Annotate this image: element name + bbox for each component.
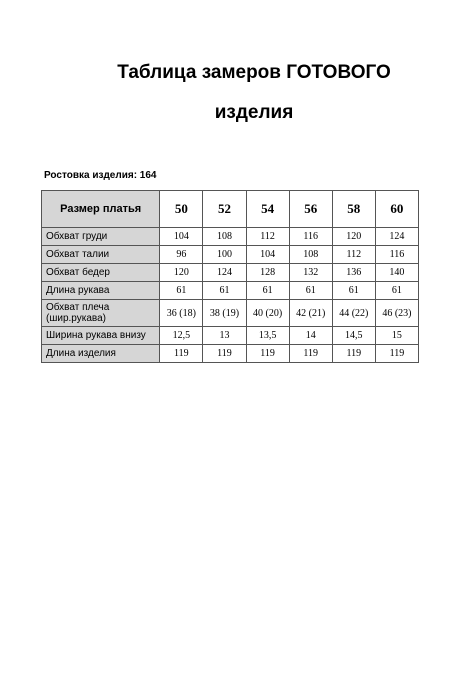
row-label: Обхват плеча (шир.рукава) bbox=[42, 300, 160, 327]
header-size: 60 bbox=[375, 191, 418, 228]
table-cell: 46 (23) bbox=[375, 300, 418, 327]
table-cell: 119 bbox=[375, 345, 418, 363]
table-cell: 14,5 bbox=[332, 327, 375, 345]
table-cell: 13,5 bbox=[246, 327, 289, 345]
row-label: Длина изделия bbox=[42, 345, 160, 363]
table-cell: 61 bbox=[289, 282, 332, 300]
table-cell: 140 bbox=[375, 264, 418, 282]
table-cell: 61 bbox=[246, 282, 289, 300]
table-cell: 108 bbox=[203, 228, 246, 246]
size-table bbox=[41, 190, 419, 363]
table-cell: 12,5 bbox=[160, 327, 203, 345]
header-size: 52 bbox=[203, 191, 246, 228]
table-cell: 40 (20) bbox=[246, 300, 289, 327]
header-size: 50 bbox=[160, 191, 203, 228]
table-cell: 112 bbox=[332, 246, 375, 264]
height-label: Ростовка изделия: 164 bbox=[44, 170, 157, 181]
page-title-continuation: изделия bbox=[214, 102, 294, 123]
table-cell: 116 bbox=[289, 228, 332, 246]
table-body bbox=[42, 228, 419, 363]
table-cell: 124 bbox=[375, 228, 418, 246]
table-row bbox=[42, 300, 419, 327]
table-cell: 120 bbox=[160, 264, 203, 282]
table-cell: 104 bbox=[246, 246, 289, 264]
table-cell: 44 (22) bbox=[332, 300, 375, 327]
table-cell: 104 bbox=[160, 228, 203, 246]
page-title: Таблица замеров ГОТОВОГО bbox=[117, 62, 391, 83]
table-cell: 119 bbox=[160, 345, 203, 363]
table-cell: 108 bbox=[289, 246, 332, 264]
table-cell: 119 bbox=[332, 345, 375, 363]
header-size: 58 bbox=[332, 191, 375, 228]
row-label: Ширина рукава внизу bbox=[42, 327, 160, 345]
table-row bbox=[42, 228, 419, 246]
table-row bbox=[42, 282, 419, 300]
row-label: Обхват талии bbox=[42, 246, 160, 264]
table-cell: 120 bbox=[332, 228, 375, 246]
row-label: Обхват груди bbox=[42, 228, 160, 246]
row-label: Обхват бедер bbox=[42, 264, 160, 282]
table-row bbox=[42, 327, 419, 345]
row-label: Длина рукава bbox=[42, 282, 160, 300]
table-cell: 61 bbox=[375, 282, 418, 300]
table-header-row bbox=[42, 191, 419, 228]
table-cell: 61 bbox=[160, 282, 203, 300]
table-cell: 96 bbox=[160, 246, 203, 264]
table-cell: 119 bbox=[246, 345, 289, 363]
table-row bbox=[42, 264, 419, 282]
table-row bbox=[42, 246, 419, 264]
table-cell: 14 bbox=[289, 327, 332, 345]
table-cell: 36 (18) bbox=[160, 300, 203, 327]
table-cell: 128 bbox=[246, 264, 289, 282]
table-cell: 124 bbox=[203, 264, 246, 282]
table-cell: 38 (19) bbox=[203, 300, 246, 327]
table-cell: 61 bbox=[332, 282, 375, 300]
table-cell: 61 bbox=[203, 282, 246, 300]
header-size: 56 bbox=[289, 191, 332, 228]
table-cell: 119 bbox=[289, 345, 332, 363]
table-cell: 136 bbox=[332, 264, 375, 282]
table-cell: 132 bbox=[289, 264, 332, 282]
table-cell: 119 bbox=[203, 345, 246, 363]
table-cell: 15 bbox=[375, 327, 418, 345]
table-cell: 13 bbox=[203, 327, 246, 345]
header-size: 54 bbox=[246, 191, 289, 228]
header-size-label: Размер платья bbox=[42, 191, 160, 228]
table-cell: 100 bbox=[203, 246, 246, 264]
table-row bbox=[42, 345, 419, 363]
table-cell: 42 (21) bbox=[289, 300, 332, 327]
table-cell: 112 bbox=[246, 228, 289, 246]
table-cell: 116 bbox=[375, 246, 418, 264]
